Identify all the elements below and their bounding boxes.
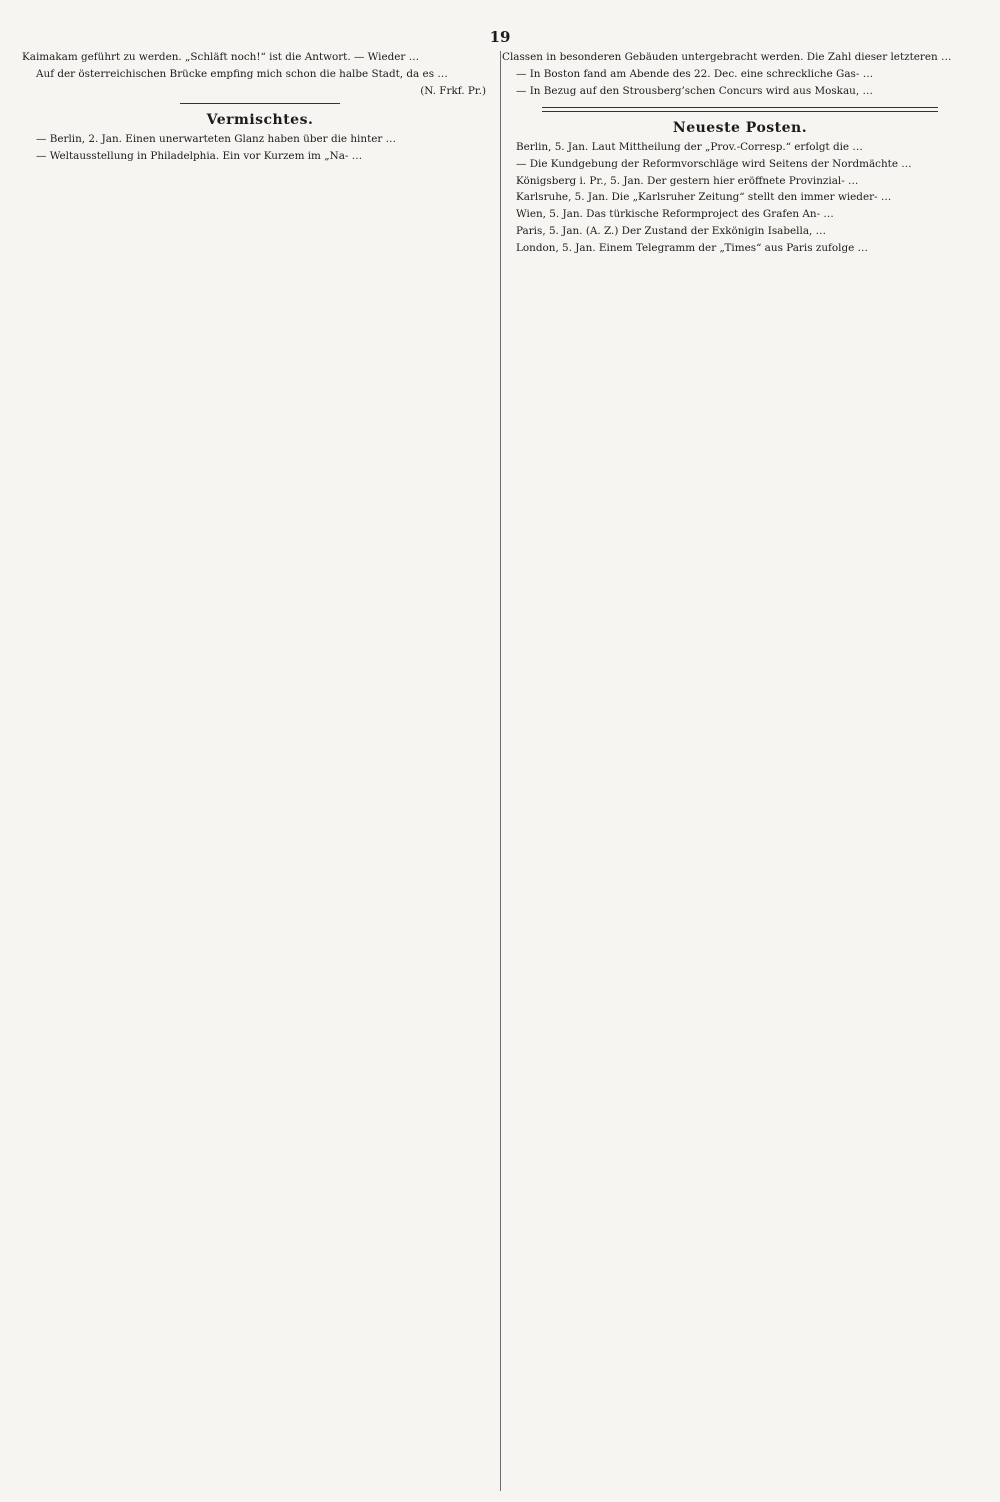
section-heading-vermischtes: Vermischtes. — [206, 111, 314, 128]
news-item: — Die Kundgebung der Reformvorschläge wird Seitens der Nordmächte … — [516, 157, 912, 170]
divider-rule — [180, 103, 340, 104]
left-column — [22, 51, 498, 1496]
article-paragraph: — In Bezug auf den Strousberg’schen Concurs wird aus Moskau, … — [516, 84, 873, 97]
source-attribution: (N. Frkf. Pr.) — [420, 84, 486, 97]
news-item: Berlin, 5. Jan. Laut Mittheilung der „Prov.-Corresp.“ erfolgt die … — [516, 140, 863, 153]
news-item: London, 5. Jan. Einem Telegramm der „Times“ aus Paris zufolge … — [516, 242, 868, 255]
article-paragraph: Kaimakam geführt zu werden. „Schläft noch!“ ist die Antwort. — Wieder … — [22, 51, 420, 63]
news-item: Königsberg i. Pr., 5. Jan. Der gestern hier eröffnete Provinzial- … — [516, 174, 859, 187]
article-paragraph: Auf der österreichischen Brücke empfing mich schon die halbe Stadt, da es … — [36, 67, 448, 80]
columns — [22, 51, 978, 1496]
news-item: Wien, 5. Jan. Das türkische Reformproject des Grafen An- … — [516, 208, 834, 221]
article-paragraph: — Berlin, 2. Jan. Einen unerwarteten Glanz haben über die hinter … — [36, 132, 397, 145]
section-heading-neueste-posten: Neueste Posten. — [672, 119, 808, 136]
section-divider-rule — [542, 107, 938, 112]
article-paragraph: — In Boston fand am Abende des 22. Dec. eine schreckliche Gas- … — [516, 67, 874, 80]
news-item: Karlsruhe, 5. Jan. Die „Karlsruher Zeitung“ stellt den immer wieder- … — [516, 191, 892, 204]
column-divider — [500, 51, 501, 1491]
article-paragraph: — Weltausstellung in Philadelphia. Ein vor Kurzem im „Na- … — [36, 149, 363, 162]
right-column — [502, 51, 978, 1496]
page-number: 19 — [489, 28, 511, 46]
article-paragraph: Classen in besonderen Gebäuden untergebracht werden. Die Zahl dieser letzteren … — [502, 51, 952, 63]
news-item: Paris, 5. Jan. (A. Z.) Der Zustand der Exkönigin Isabella, … — [516, 225, 827, 238]
